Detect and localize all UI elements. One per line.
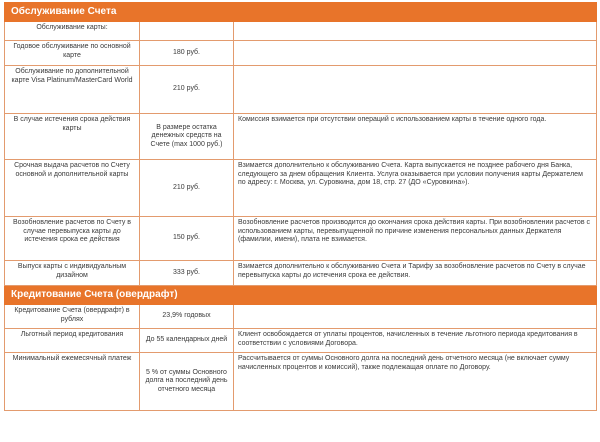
section-header-account-service bbox=[5, 3, 597, 22]
service-name: Обслуживание карты: bbox=[5, 22, 140, 41]
service-name: Минимальный ежемесячный платеж bbox=[5, 353, 140, 411]
table-row bbox=[5, 41, 597, 66]
section-title: Обслуживание Счета bbox=[5, 3, 597, 22]
service-fee: В размере остатка денежных средств на Счете (max 1000 руб.) bbox=[140, 114, 234, 160]
table-row bbox=[5, 160, 597, 217]
service-note: Взимается дополнительно к обслуживанию Счета и Тарифу за возобновление расчетов по Счету в случае перевыпуска карты до истечения срока ее действия. bbox=[234, 261, 597, 286]
section-header-overdraft bbox=[5, 286, 597, 305]
service-note bbox=[234, 22, 597, 41]
service-note: Возобновление расчетов производится до окончания срока действия карты. При возобновлении расчетов с использованием карты, перевыпущенной по причине изменения персональных данных Держателя (фамилии, имени), плата не взимается. bbox=[234, 217, 597, 261]
service-fee: 210 руб. bbox=[140, 160, 234, 217]
service-name: Срочная выдача расчетов по Счету основной и дополнительной карты bbox=[5, 160, 140, 217]
service-fee: 210 руб. bbox=[140, 66, 234, 114]
table-row bbox=[5, 22, 597, 41]
service-note: Рассчитывается от суммы Основного долга на последний день отчетного месяца (не включает сумму начисленных процентов и комиссий), также подлежащая оплате по Договору. bbox=[234, 353, 597, 411]
service-note: Комиссия взимается при отсутствии операций с использованием карты в течение одного года. bbox=[234, 114, 597, 160]
table-row bbox=[5, 66, 597, 114]
service-fee: 23,9% годовых bbox=[140, 305, 234, 329]
service-note: Взимается дополнительно к обслуживанию Счета. Карта выпускается не позднее рабочего дня Банка, следующего за днем обращения Клиента. Услуга оказывается при условии получения карты Держателем по адресу: г. Москва, ул. Суровкина, дом 18, стр. 27 (ДО «Суровкина»). bbox=[234, 160, 597, 217]
service-note: Клиент освобождается от уплаты процентов, начисленных в течение льготного периода кредитования в соответствии с условиями Договора. bbox=[234, 329, 597, 353]
service-name: Выпуск карты с индивидуальным дизайном bbox=[5, 261, 140, 286]
table-row bbox=[5, 114, 597, 160]
service-fee: 180 руб. bbox=[140, 41, 234, 66]
service-name: Обслуживание по дополнительной карте Visa Platinum/MasterCard World bbox=[5, 66, 140, 114]
table-row bbox=[5, 353, 597, 411]
table-row bbox=[5, 305, 597, 329]
table-row bbox=[5, 261, 597, 286]
service-note bbox=[234, 305, 597, 329]
service-name: Возобновление расчетов по Счету в случае перевыпуска карты до истечения срока ее действия bbox=[5, 217, 140, 261]
section-title: Кредитование Счета (овердрафт) bbox=[5, 286, 597, 305]
service-fee: 150 руб. bbox=[140, 217, 234, 261]
service-fee: 333 руб. bbox=[140, 261, 234, 286]
tariff-table bbox=[4, 2, 597, 411]
service-note bbox=[234, 41, 597, 66]
service-fee bbox=[140, 22, 234, 41]
service-note bbox=[234, 66, 597, 114]
tariff-document bbox=[4, 2, 596, 411]
service-fee: 5 % от суммы Основного долга на последний день отчетного месяца bbox=[140, 353, 234, 411]
table-row bbox=[5, 329, 597, 353]
service-name: Годовое обслуживание по основной карте bbox=[5, 41, 140, 66]
service-name: Кредитование Счета (овердрафт) в рублях bbox=[5, 305, 140, 329]
service-name: Льготный период кредитования bbox=[5, 329, 140, 353]
service-fee: До 55 календарных дней bbox=[140, 329, 234, 353]
table-row bbox=[5, 217, 597, 261]
service-name: В случае истечения срока действия карты bbox=[5, 114, 140, 160]
